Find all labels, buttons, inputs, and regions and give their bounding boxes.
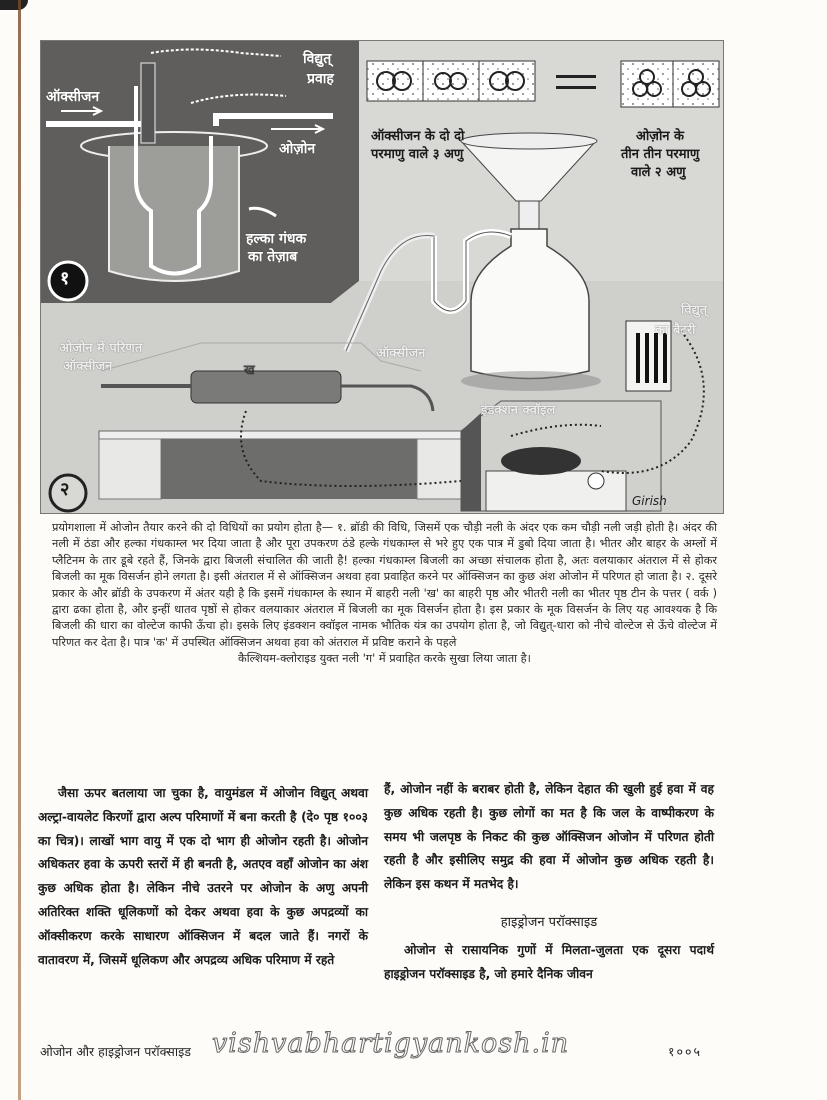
label-tube-kha: ख (244, 363, 255, 378)
panel-2-number: २ (60, 479, 70, 500)
ozone-molecule-boxes (621, 61, 719, 107)
page-binding-edge (18, 0, 21, 1100)
panel-1-number: १ (60, 268, 70, 289)
label-induction-coil: इंडक्शन क्वॉइल (481, 403, 556, 418)
label-dilute-sulphuric-acid-line2: का तेज़ाब (248, 249, 298, 265)
label-converted-oxygen-line1: ओज़ोन में परिणत (59, 341, 143, 356)
label-electric-current-line1: विद्युत् (303, 51, 332, 67)
label-ozone-molecules-line2: तीन तीन परमाणु (621, 147, 700, 162)
label-oxygen-feed: ऑक्सीजन (376, 346, 426, 361)
label-electric-current-line2: प्रवाह (307, 71, 334, 87)
paragraph-ozone-continuation: हैं, ओजोन नहीं के बराबर होती है, लेकिन देहात की खुली हुई हवा में वह कुछ अधिक रहती है। कुछ लोगों का मत है कि जल के वाष्पीकरण के समय भी जलपृष्ठ के निकट की कुछ ऑक्सिजन ओजोन में परिणत होती रहती है और इसीलिए समुद्र की हवा में ओजोन कुछ अधिक रहती है। लेकिन इस कथन में मतभेद है। (384, 782, 714, 892)
scan-corner-shadow (0, 0, 28, 10)
paragraph-hydrogen-peroxide: ओजोन से रासायनिक गुणों में मिलता-जुलता एक दूसरा पदार्थ हाइड्रोजन परॉक्साइड है, जो हमारे दैनिक जीवन (384, 942, 714, 981)
oxygen-molecule-boxes (367, 61, 535, 101)
running-title: ओजोन और हाइड्रोजन परॉक्साइड (40, 1044, 191, 1059)
label-oxygen-inlet: ऑक्सीजन (46, 89, 100, 105)
artist-signature: Girish (632, 494, 667, 508)
label-ozone-outlet: ओज़ोन (279, 141, 316, 157)
body-column-left (38, 782, 368, 972)
body-column-right (384, 778, 714, 986)
label-battery-line1: विद्युत् (681, 303, 708, 318)
page-number: १००५ (668, 1044, 703, 1059)
label-battery-line2: का बैटरी (655, 323, 696, 338)
caption-last-line: कैल्शियम-क्लोराइड युक्त नली 'ग' में प्रवाहित करके सुखा लिया जाता है। (238, 652, 531, 666)
label-converted-oxygen-line2: ऑक्सीजन (63, 359, 113, 374)
paragraph-atmospheric-ozone: जैसा ऊपर बतलाया जा चुका है, वायुमंडल में ओजोन विद्युत् अथवा अल्ट्रा-वायलेट किरणों द्वारा अल्प परिमाणों में बना करती है (दे० पृष्ठ १००३ का चित्र)। लाखों भाग वायु में एक दो भाग ही ओजोन रहती है। ओजोन अधिकतर हवा के ऊपरी स्तरों में ही बनती है, अतएव वहाँ ओजोन का अंश कुछ अधिक होता है। लेकिन नीचे उतरने पर ओजोन के अणु अपनी अतिरिक्त शक्ति धूलिकणों को देकर अथवा हवा के कुछ अपद्रव्यों का ऑक्सीकरण करके साधारण ऑक्सिजन में बदल जाते हैं। नगरों के वातावरण में, जिसमें धूलिकण और अपद्रव्य अधिक परिमाण में रहते (38, 786, 368, 967)
label-oxygen-molecules-line2: परमाणु वाले ३ अणु (371, 147, 464, 162)
watermark: vishvabhartigyankosh.in (212, 1028, 570, 1059)
section-heading-hydrogen-peroxide: हाइड्रोजन परॉक्साइड (500, 914, 598, 930)
label-ozone-molecules-line3: वाले २ अणु (631, 165, 686, 180)
label-ozone-molecules-line1: ओज़ोन के (636, 129, 685, 144)
figure-caption (52, 520, 717, 668)
illustration-ozone-apparatus (40, 40, 724, 514)
apparatus-drawing (41, 41, 723, 513)
label-oxygen-molecules-line1: ऑक्सीजन के दो दो (371, 129, 465, 144)
label-dilute-sulphuric-acid-line1: हल्का गंधक (246, 231, 307, 247)
caption-body: प्रयोगशाला में ओजोन तैयार करने की दो विधियों का प्रयोग होता है— १. ब्रॉडी की विधि, जिसमें एक चौड़ी नली के अंदर एक कम चौड़ी नली जड़ी होती है। अंदर की नली में ठंडा और हल्का गंधकाम्ल भर दिया जाता है और पूरा उपकरण ठंडे हल्के गंधकाम्ल से भरे हुए एक पात्र में डुबो दिया जाता है। भीतर और बाहर के अम्लों में प्लैटिनम के तार डूबे रहते हैं, जिनके द्वारा बिजली संचालित की जाती है! हल्का गंधकाम्ल बिजली का अच्छा संचालक होता है, अतः वलयाकार अंतराल में से होकर बिजली का मूक विसर्जन होने लगता है। इसी अंतराल में से ऑक्सिजन अथवा हवा प्रवाहित करने पर ऑक्सिजन का कुछ अंश ओजोन में परिणत हो जाता है। २. दूसरे प्रकार के और ब्रॉडी के उपकरण में अंतर यही है कि इसमें गंधकाम्ल के स्थान में बाहरी नली 'ख' का बाहरी पृष्ठ और भीतरी नली का भीतर पृष्ठ टीन के पत्तर ( वर्क ) द्वारा ढका होता है, और इन्हीं धातव पृष्ठों से होकर वलयाकार अंतराल में बिजली का मूक विसर्जन होता है। इस प्रकार के मूक विसर्जन के लिए यह आवश्यक है कि बिजली की धारा का वोल्टेज काफी ऊँचा हो। इसके लिए इंडक्शन क्वॉइल नामक भौतिक यंत्र का उपयोग होता है, जो विद्युत्-धारा को नीचे वोल्टेज से ऊँचे वोल्टेज में परिणत कर देता है। पात्र 'क' में उपस्थित ऑक्सिजन अथवा हवा को अंतराल में प्रविष्ट कराने के पहले (52, 521, 717, 649)
